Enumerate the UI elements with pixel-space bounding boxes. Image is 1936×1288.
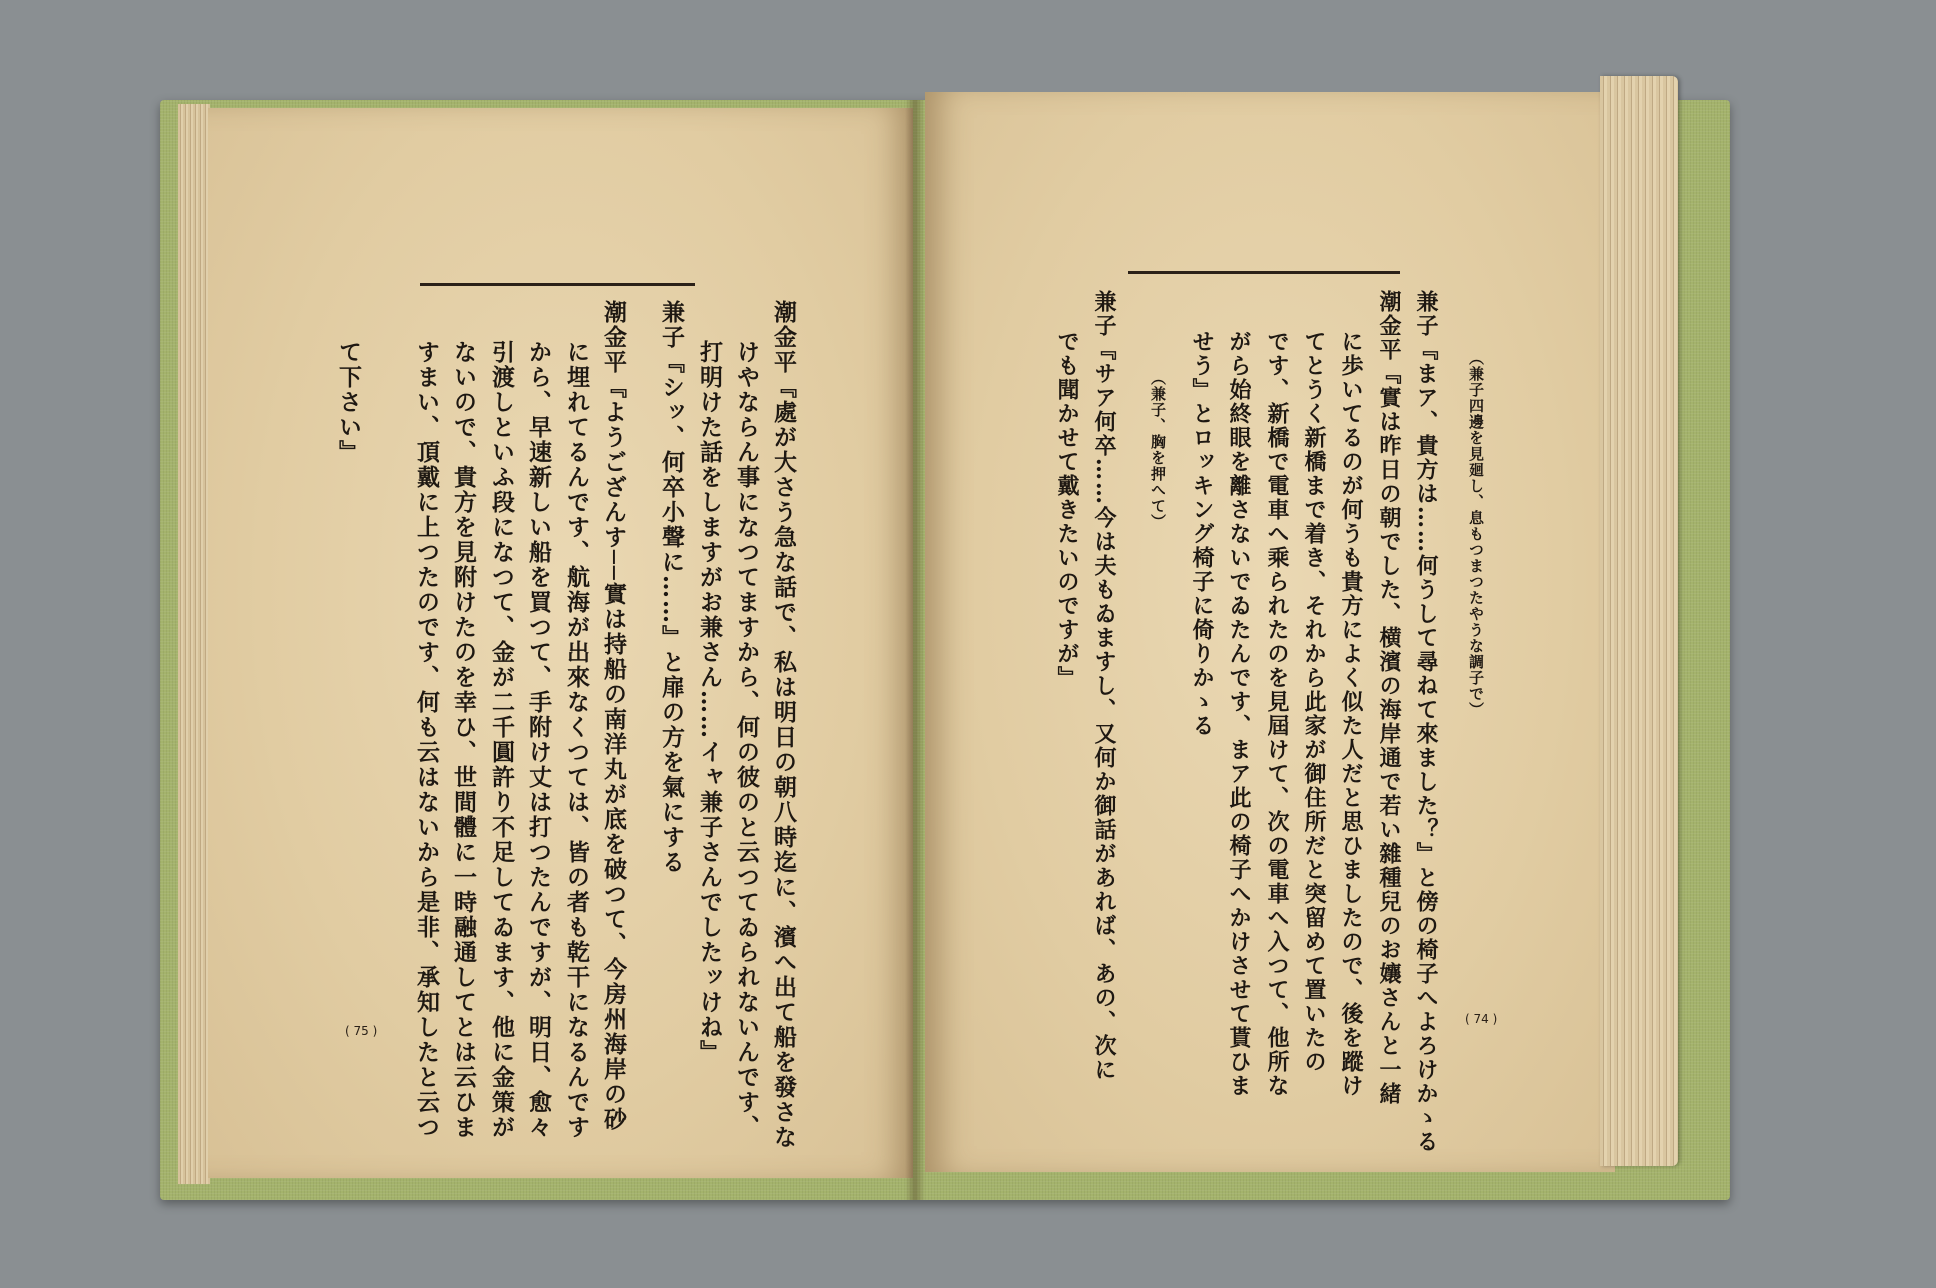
right-line-3: 潮金平『實は昨日の朝でした、横濱の海岸通で若い雜種兒のお孃さんと一緒 [1376, 290, 1402, 1106]
left-line-3: 打明けた話をしますがお兼さん……イャ兼子さんでしたッけね』 [696, 340, 723, 1065]
right-line-2: 兼子『まア、貴方は……何うして尋ねて來ました？』と傍の椅子へよろけかゝる [1413, 290, 1439, 1154]
left-line-10: すまい、頂戴に上つたのです、何も云はないから是非、承知したと云つ [413, 340, 440, 1140]
right-line-1: （兼子四邊を見廻し、息もつまつたやうな調子で） [1467, 350, 1485, 718]
right-page-edges [1600, 76, 1678, 1166]
section-rule-left [420, 283, 695, 286]
left-page-number: ( 75 ) [345, 1024, 378, 1038]
left-line-4: 兼子『シッ、何卒小聲に……』と扉の方を氣にする [658, 300, 685, 875]
left-line-7: から、早速新しい船を買つて、手附け丈は打つたんですが、明日、愈々 [525, 340, 552, 1140]
left-line-11: て下さい』 [335, 340, 362, 465]
gutter-shadow [905, 100, 925, 1200]
right-line-5: てとうく新橋まで着き、それから此家が御住所だと突留めて置いたの [1301, 330, 1327, 1074]
left-line-2: けやならん事になつてますから、何の彼のと云つてゐられないんです、 [733, 340, 760, 1140]
right-line-4: に歩いてるのが何うも貴方によく似た人だと思ひましたので、後を蹤け [1338, 330, 1364, 1098]
right-line-8: せう』とロッキング椅子に倚りかゝる [1189, 330, 1215, 738]
left-page [208, 108, 913, 1178]
section-rule-right [1128, 271, 1400, 274]
left-line-8: 引渡しといふ段になつて、金が二千圓許り不足してゐます、他に金策が [488, 340, 515, 1140]
left-page-edges [178, 104, 210, 1184]
right-line-11: でも聞かせて戴きたいのですが』 [1054, 330, 1080, 690]
right-line-10: 兼子『サア何卒……今は夫もゐますし、又何か御話があれば、あの、次に [1091, 290, 1117, 1082]
right-line-9: （兼子、胸を押へて） [1149, 370, 1167, 530]
right-page-number: ( 74 ) [1465, 1012, 1498, 1026]
right-line-7: がら始終眼を離さないでゐたんです、まア此の椅子へかけさせて貰ひま [1226, 330, 1252, 1098]
left-line-9: ないので、貴方を見附けたのを幸ひ、世間體に一時融通してとは云ひま [450, 340, 477, 1140]
left-line-5: 潮金平『ようござんす──實は持船の南洋丸が底を破つて、今房州海岸の砂 [600, 300, 627, 1132]
right-line-6: です、新橋で電車へ乘られたのを見屆けて、次の電車へ入つて、他所な [1264, 330, 1290, 1098]
left-line-6: に埋れてるんです、航海が出來なくつては、皆の者も乾干になるんです [563, 340, 590, 1140]
left-line-1: 潮金平『處が大さう急な話で、私は明日の朝八時迄に、濱へ出て船を發さな [770, 300, 797, 1150]
